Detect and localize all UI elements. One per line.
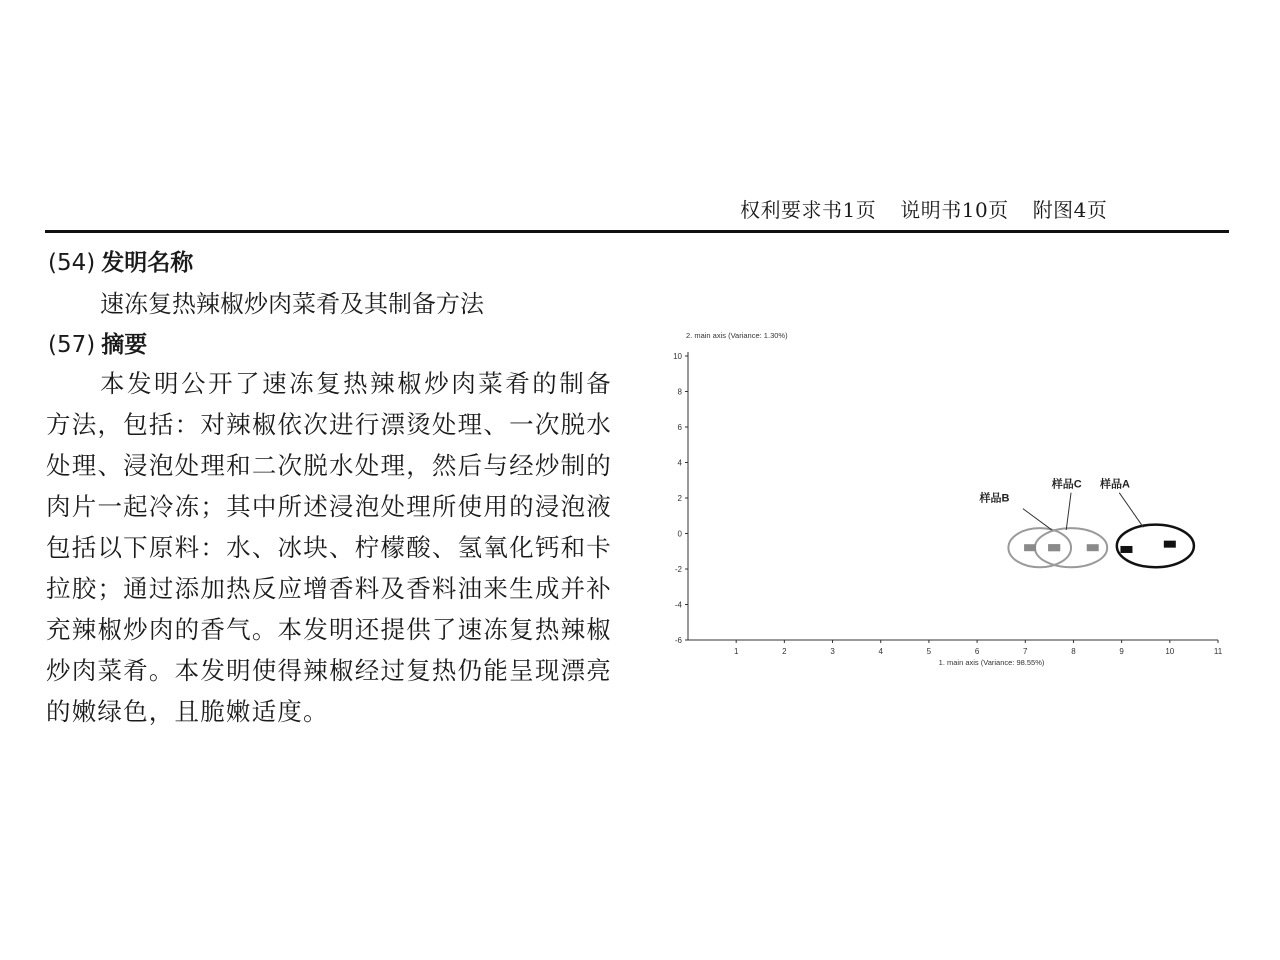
title-code: (54) [48,250,96,276]
x-tick-label: 1 [733,647,739,656]
description-page-count: 说明书10页 [900,198,1009,222]
data-point [1087,544,1099,551]
y-tick-label: 6 [677,423,682,432]
y-tick-label: 0 [677,529,682,539]
series-label: 样品A [1099,478,1130,491]
x-tick-label: 10 [1165,647,1175,656]
group-ellipse [1117,525,1194,568]
x-tick-label: 6 [974,647,980,656]
pca-chart [660,322,1223,672]
x-tick-label: 11 [1213,647,1223,656]
claims-page-count: 权利要求书1页 [740,198,877,222]
y-tick-label: -6 [674,636,682,645]
label-leader-line [1066,493,1071,530]
series-label: 样品B [979,492,1010,505]
series-label: 样品C [1051,478,1082,491]
title-heading [48,244,193,277]
drawings-page-count: 附图4页 [1032,198,1108,222]
x-tick-label: 9 [1119,647,1124,656]
label-leader-line [1119,493,1143,528]
abstract-text: 本发明公开了速冻复热辣椒炒肉菜肴的制备方法，包括：对辣椒依次进行漂烫处理、一次脱水处理、浸泡处理和二次脱水处理，然后与经炒制的肉片一起冷冻；其中所述浸泡处理所使用的浸泡液包括以下原料：水、冰块、柠檬酸、氢氧化钙和卡拉胶；通过添加热反应增香料及香料油来生成并补充辣椒炒肉的香气。本发明还提供了速冻复热辣椒炒肉菜肴。本发明使得辣椒经过复热仍能呈现漂亮的嫩绿色，且脆嫩适度。 [46,369,612,726]
x-axis-title: 1. main axis (Variance: 98.55%) [938,658,1045,667]
title-heading-text: 发明名称 [101,250,194,276]
y-tick-label: -4 [674,600,682,610]
page-counts [740,194,1131,223]
abstract-heading-text: 摘要 [101,332,148,358]
group-ellipse [1008,528,1071,567]
abstract-code: (57) [48,332,96,358]
x-tick-label: 8 [1071,647,1076,656]
abstract-heading [48,326,147,359]
data-point [1120,546,1132,553]
header-rule [45,230,1229,233]
x-tick-label: 3 [830,647,835,656]
chart-layer [673,331,1223,667]
y-tick-label: 2 [677,494,682,503]
label-leader-line [1023,509,1052,530]
x-tick-label: 7 [1023,647,1028,656]
x-tick-label: 4 [878,647,883,656]
y-tick-label: 4 [677,458,682,468]
y-tick-label: 10 [673,352,682,361]
y-tick-label: -2 [674,565,682,574]
invention-title: 速冻复热辣椒炒肉菜肴及其制备方法 [100,290,484,318]
x-tick-label: 2 [782,647,787,656]
data-point [1024,544,1036,551]
x-tick-label: 5 [926,647,932,656]
y-tick-label: 8 [677,387,682,397]
data-point [1164,541,1176,548]
data-point [1048,544,1060,551]
y-axis-title: 2. main axis (Variance: 1.30%) [686,331,788,340]
